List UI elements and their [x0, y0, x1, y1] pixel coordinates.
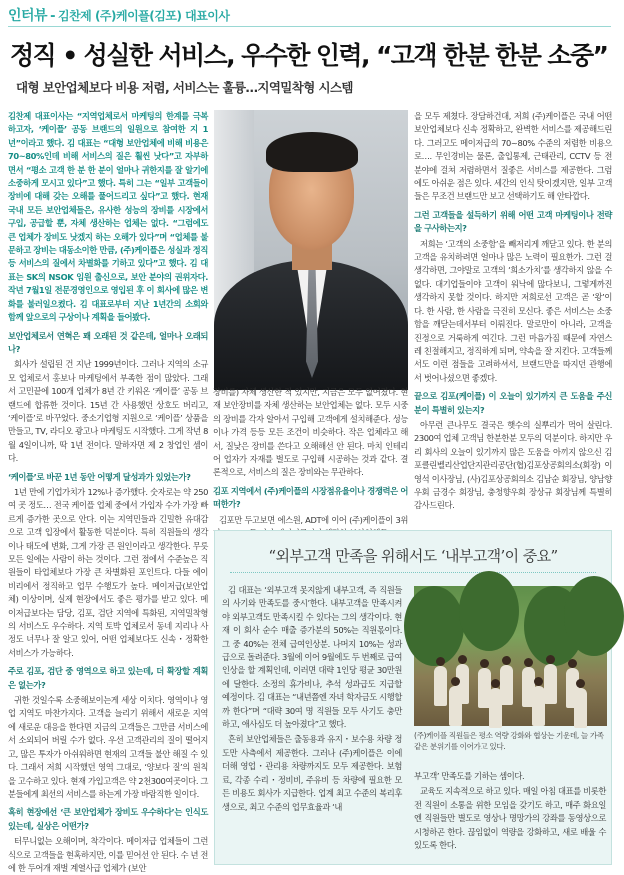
article-column-1 — [8, 110, 208, 873]
sidebar-box-divider — [230, 572, 596, 573]
article-title: 정직 • 성실한 서비스, 우수한 인력, “고객 한분 한분 소중” — [10, 41, 608, 70]
question-1: 보안업체로서 연혁은 꽤 오래된 것 같은데, 얼마나 오래되나? — [8, 330, 208, 354]
answer-3: 귀한 것일수록 소중해보이는게 세상 이치다. 영역이나 영업 지역도 마찬가지다. 고객을 늘리기 위해서 새로운 지역에 새로운 대응을 한다면 지금의 고객들은 그만큼 서비스에서 소외되어 버릴 수가 없다. 우선 고객관리의 질이 떨어지고, 많은 투자가 아쉬워하면 현재의 고객들 불안 해질 수 있다. 그래서 저희 시작했던 영역 그대로, ‘양보다 질’의 원칙을 고수하고 있다. 현재 가입고객은 약 2천300여곳이다. 그분들에게 최선의 서비스를 하는게 가장 바람직한 일이다. — [8, 695, 208, 799]
answer-5: 김포만 두고보면 에스원, ADT에 이어 (주)케이플이 3위 — [219, 514, 408, 525]
staff-group-photo — [414, 586, 607, 726]
question-4: 혹히 현장에선 ‘큰 보안업체가 장비도 우수하다’는 인식도 있는데, 실상은 어떤가? — [8, 807, 208, 831]
ceo-portrait-photo — [214, 110, 408, 382]
article-column-2 — [213, 386, 408, 536]
answer-4: 터무니없는 오해이며, 착각이다. 메이저급 업체들이 그런 식으로 고객들을 현혹하지만, 이를 믿어선 안 된다. 수 년 전에 한 두어개 재벌 계열사급 업체가 (보안 — [8, 836, 208, 873]
header-divider — [8, 26, 611, 27]
question-3: 주로 김포, 검단 중 영역으로 하고 있는데, 더 확장할 계획은 없는가? — [8, 666, 208, 690]
sidebar-column-right — [414, 770, 606, 862]
sidebar-paragraph-2: 흔히 보안업체들은 출동용과 유지・보수용 차량 정도만 사측에서 제공한다. 그러나 (주)케이플은 이에 더해 영업・관리용 차량까지도 모두 제공한다. 보험료, 각종 수리・정비비, 주유비 등 차량에 필요한 모든 비용도 회사가 지급한다. 업계 최고 수준의 복리후생으로, 최고 수준의 업무효율과 ‘내 — [222, 734, 402, 812]
interviewee-name: 김찬제 (주)케이플(김포) 대표이사 — [57, 9, 230, 23]
photo-caption: (주)케이플 직원들은 평소 역량 강화와 협상는 기운데, 늘 가족같은 분위기를 이어가고 있다. — [414, 731, 604, 751]
header-separator: - — [50, 9, 55, 24]
answer-7: 아무런 큰나무도 결국은 햇수의 실뿌리가 먹어 살린다. 2300여 업체 고객님 한분한분 모두의 덕분이다. 하지만 우리 회사의 오늘이 있기까지 많은 도움을 아끼지 않으신 김포클린벨리산업단지관리공단(협)김포상공회의소(회장) 이영석 이사장님, (사)김포상공회의소 김남순 회장님, 양남향우회 금경수 회장님, 충청향우회 장상규 회장님께 특별히 감사드린다. — [414, 419, 612, 511]
sidebar-paragraph-1: 김 대표는 ‘외부고객 못지않게 내부고객, 즉 직원들의 사기와 만족도를 중시’한다. 내부고객을 만족시켜야 외부고객도 만족시킬 수 있다는 그의 생각이다. 현재 이 회사 순수 매출 증가분의 50%는 직원몫이다. 그 중 40%는 전체 급여인상분. 나머지 10%는 성과급으로 돌려준다. 3월에 이어 9월에도 두 번째로 급여인상을 할 계획인데, 이러면 대략 1인당 평균 30만원에 달한다. 소정의 휴가비나, 추석 성과급도 지급할 예정이다. 김 대표는 “내년쯤엔 자녀 학자금도 시행할까 한다”며 “대략 30여 명 직원들 모두 사기도 충만하고, 애사심도 더 높아졌다”고 했다. — [222, 585, 402, 730]
sidebar-paragraph-3: 부고객’ 만족도를 기하는 셈이다. — [414, 771, 525, 781]
answer-6: 저희는 ‘고객의 소중함’을 빼저리게 깨닫고 있다. 한 분의 고객을 유치하려면 얼마나 많은 노력이 필요한가. 그런 걸 생각하면, 그야말로 고객의 ‘희소가치’를 생각하지 않을 수 없다. 대기업들이야 고객이 워낙에 많다보니, 그렇게까진 생각하지 못할 것이다. 하지만 저희로선 고객은 곧 ‘왕’이다. 한 사람, 한 사람을 극진히 모신다. 좋은 서비스는 소중함을 깨닫는데서부터 이뤄진다. 말로만이 아니라, 고객을 진정으로 거룩하게 여긴다. 그런 마음가짐 때문에 자연스레 친절해지고, 정직하게 되며, 약속을 잘 지킨다. 고객들께서도 이런 점들을 고려하셔서, 브랜드만을 따지던 관행에서 벗어나셨으면 좋겠다. — [414, 238, 612, 383]
intro-paragraph: 김찬제 대표이사는 “지역업체로서 마케팅의 한계를 극복하고자, ‘케이플’ 공동 브랜드의 일원으로 참여한 지 1년”이라고 했다. 김 대표는 “대형 보안업체에 비해 비용은 70~80%인데 비해 서비스의 질은 훨씬 낫다”고 자부하면서 “평소 고객 한 분 한 분이 얼마나 귀한지를 잘 알기에 소중하게 모시고 있다”고 했다. 특히 그는 “일부 고객들이 장비에 대해 갖는 오해를 풀어드리고 싶다”고 했다. 현재 국내 모든 보안업체들은, 유사한 성능의 장비를 시장에서 구입, 공급할 뿐, 자체 생산하는 업체는 없다. “그럼에도 큰 업체가 장비도 낫겠지 하는 오해가 있다”며 “업체를 불문하고 장비는 대동소이한 만큼, (주)케이플은 성실과 정직 등 서비스의 질에서 차별화를 기하고 있다”고 했다. 김 대표는 SK의 NSOK 임원 출신으로, 보안 분야의 권위자다. 작년 7월1일 전문경영인으로 영입된 후 이 회사에 많은 변화를 불러일으켰다. 김 대표로부터 지난 1년간의 소회와 함께 앞으로의 구상이나 계획을 들어봤다. — [8, 111, 208, 323]
article-subtitle: 대형 보안업체보다 비용 저렴, 서비스는 훌륭…지역밀착형 시스템 — [16, 80, 353, 95]
question-7: 끝으로 김포(케이플) 이 오늘이 있기까지 큰 도움을 주신분이 특별히 있는지? — [414, 391, 612, 415]
question-2: ‘케이플’로 바꾼 1년 동안 어떻게 달성과가 있었는가? — [8, 471, 191, 482]
sidebar-box-title: “외부고객 만족을 위해서도 ‘내부고객’이 중요” — [268, 547, 558, 565]
answer-5-continued: 을 모두 제쳤다. 장담하건대, 저희 (주)케이플은 국내 어떤 보안업체보다 신속 정확하고, 완벽한 서비스를 제공해드린다. 그러고도 메이저급의 70~80% 수준의 저렴한 비용으로…. 무인경비는 물론, 출입통제, 근태관리, CCTV 등 전 분야에 걸쳐 저렴하면서 질좋은 서비스를 제공한다. 그럼에도 아쉬운 점은 있다. 세간의 인식 탓이겠지만, 일부 고객들은 무조건 브랜드만 보고 선택하기도 해 안타깝다. — [414, 111, 612, 202]
answer-1: 회사가 설립된 건 지난 1999년이다. 그러나 지역의 소규모 업체로서 홍보나 마케팅에서 부족한 점이 많았다. 그래서 고민끝에 100개 업체가 8년 간 키워온 ‘케이플’ 공동 브랜드에 합류한 것이다. 15년 간 사용했던 상호도 버리고, ‘케이플’로 바꾸었다. 중소기업형 지원으로 ‘케이플’ 상품을 만들고, TV, 라디오 광고나 마케팅도 시작했다. 그게 작년 8월 4일이니까, 딱 1년 전이다. 말하자면 제 2 창업인 셈이다. — [8, 359, 208, 464]
answer-2: 1년 만에 기업가치가 12%나 증가했다. 숫자로는 약 250여 곳 정도… 전국 케이플 업체 중에서 가입자 수가 가장 빠르게 증가한 곳으로 안다. 이는 지역민들과 긴밀한 유대감으로 고객 입장에서 활동한 덕분이다. 특히 직원들의 생각이나 태도에 변화, 그게 가장 큰 원인이라고 생각한다. 무릇 모든 일에는 사람이 하는 것이다. 그런 점에서 수준높은 직원들이 타업체보다 가장 큰 차별화된 포인트다. 다들 에이비리에서 정직하고 업무 수행도가 높다. 메이저급(보안업체) 이상이며, 실제 현장에서도 좋은 평가를 받고 있다. 메이저급보다는 담당, 김포, 검단 지역에 특화된, 지역밀착형의 서비스도 우수하다. 지역 토박 업체로서 동네 지리나 사정도 너무나 잘 알고 있어, 어떤 업체보다도 신속・정확한 서비스가 가능하다. — [8, 486, 208, 658]
sidebar-column-left — [222, 584, 402, 860]
question-5: 김포 지역에서 (주)케이플의 시장점유율이나 경쟁력은 어떠한가? — [213, 485, 408, 510]
sidebar-paragraph-4: 교육도 지속적으로 하고 있다. 매일 아침 대표를 비롯한 전 직원이 소통을 위한 모임을 갖기도 하고, 매주 화요일엔 직원들만 별도로 영상나 명망가의 강좌를 동영상으로 시청하곤 한다. 끊임없이 역량을 강화하고, 새로 배울 수 있도록 한다. — [414, 786, 606, 851]
section-tag: 인터뷰 — [8, 8, 48, 24]
question-6: 그런 고객들을 설득하기 위해 어떤 고객 마케팅이나 전략을 구사하는지? — [414, 209, 612, 234]
article-column-3 — [414, 110, 612, 525]
article-header — [8, 5, 229, 25]
answer-4-continued: 장비를) 자체 생산한 적 있지만, 지금은 모두 없어졌다. 현재 보안장비를 자체 생산하는 보안업체는 없다. 모두 시중의 장비를 각자 알아서 구입해 고객에게 설치해준다. 성능이나 가격 등등 모든 조건이 비슷하다. 작은 업체라고 해서, 질낮은 장비를 쓴다고 오해해선 안 된다. 마치 인테리어 업자가 자재를 벌도로 구입해 시공하는 것과 같다. 결론적으로, 서비스의 질은 장비와는 무관하다. — [213, 387, 408, 478]
